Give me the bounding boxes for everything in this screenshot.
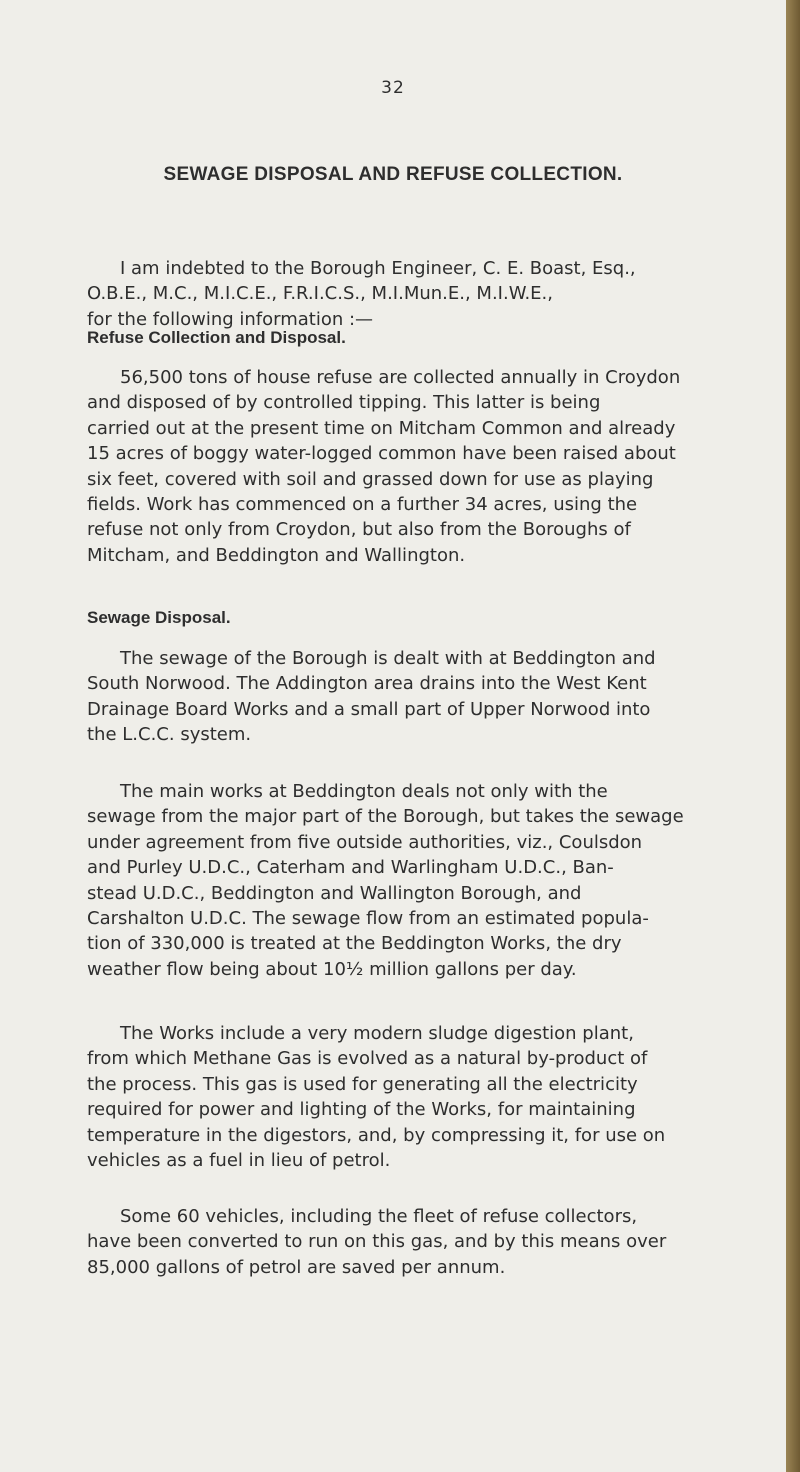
sewage-line: The Works include a very modern sludge digestion plant, [120,1023,634,1044]
refuse-line: fields. Work has commenced on a further 34 acres, using the [87,494,638,516]
sewage-line: tion of 330,000 is treated at the Beddington Works, the dry [87,933,622,955]
page-title: SEWAGE DISPOSAL AND REFUSE COLLECTION. [163,164,623,185]
sewage-line: Carshalton U.D.C. The sewage flow from an estimated popula- [87,908,649,930]
sewage-paragraph-3 [87,1021,787,1173]
sewage-paragraph-2 [87,779,787,982]
sewage-line: from which Methane Gas is evolved as a natural by-product of [87,1048,648,1070]
sewage-line: South Norwood. The Addington area drains into the West Kent [87,673,647,695]
sewage-line: The sewage of the Borough is dealt with at Beddington and [120,648,656,669]
sewage-line: Drainage Board Works and a small part of Upper Norwood into [87,698,651,720]
sewage-line: the process. This gas is used for generating all the electricity [87,1073,638,1095]
refuse-line: 15 acres of boggy water-logged common have been raised about [87,443,676,465]
refuse-line: refuse not only from Croydon, but also from the Boroughs of [87,519,631,541]
page-number: 32 [381,78,405,98]
sewage-line: under agreement from five outside authorities, viz., Coulsdon [87,831,643,853]
sewage-line: vehicles as a fuel in lieu of petrol. [87,1150,391,1172]
binding-edge [786,0,800,1472]
refuse-line: carried out at the present time on Mitcham Common and already [87,417,676,439]
sewage-line: The main works at Beddington deals not only with the [120,781,608,802]
intro-paragraph [87,256,787,332]
refuse-line: and disposed of by controlled tipping. This latter is being [87,392,601,414]
sewage-paragraph-1 [87,646,787,748]
sewage-heading: Sewage Disposal. [87,608,231,627]
sewage-line: Some 60 vehicles, including the fleet of refuse collectors, [120,1206,638,1227]
sewage-paragraph-4 [87,1204,787,1280]
intro-line: I am indebted to the Borough Engineer, C. E. Boast, Esq., [120,258,636,279]
sewage-line: the L.C.C. system. [87,724,252,746]
refuse-heading: Refuse Collection and Disposal. [87,328,346,347]
intro-line: O.B.E., M.C., M.I.C.E., F.R.I.C.S., M.I.Mun.E., M.I.W.E., [87,283,553,305]
refuse-line: Mitcham, and Beddington and Wallington. [87,544,466,566]
sewage-line: stead U.D.C., Beddington and Wallington Borough, and [87,882,582,904]
refuse-line: 56,500 tons of house refuse are collected annually in Croydon [120,367,681,388]
sewage-line: required for power and lighting of the Works, for maintaining [87,1099,636,1121]
sewage-line: weather flow being about 10½ million gallons per day. [87,958,577,980]
sewage-line: have been converted to run on this gas, and by this means over [87,1231,667,1253]
refuse-paragraph [87,365,787,568]
refuse-line: six feet, covered with soil and grassed down for use as playing [87,468,654,490]
sewage-line: sewage from the major part of the Borough, but takes the sewage [87,806,684,828]
sewage-line: temperature in the digestors, and, by compressing it, for use on [87,1124,666,1146]
sewage-line: and Purley U.D.C., Caterham and Warlingham U.D.C., Ban- [87,857,614,879]
intro-line: for the following information :— [87,308,374,330]
sewage-line: 85,000 gallons of petrol are saved per annum. [87,1256,506,1278]
